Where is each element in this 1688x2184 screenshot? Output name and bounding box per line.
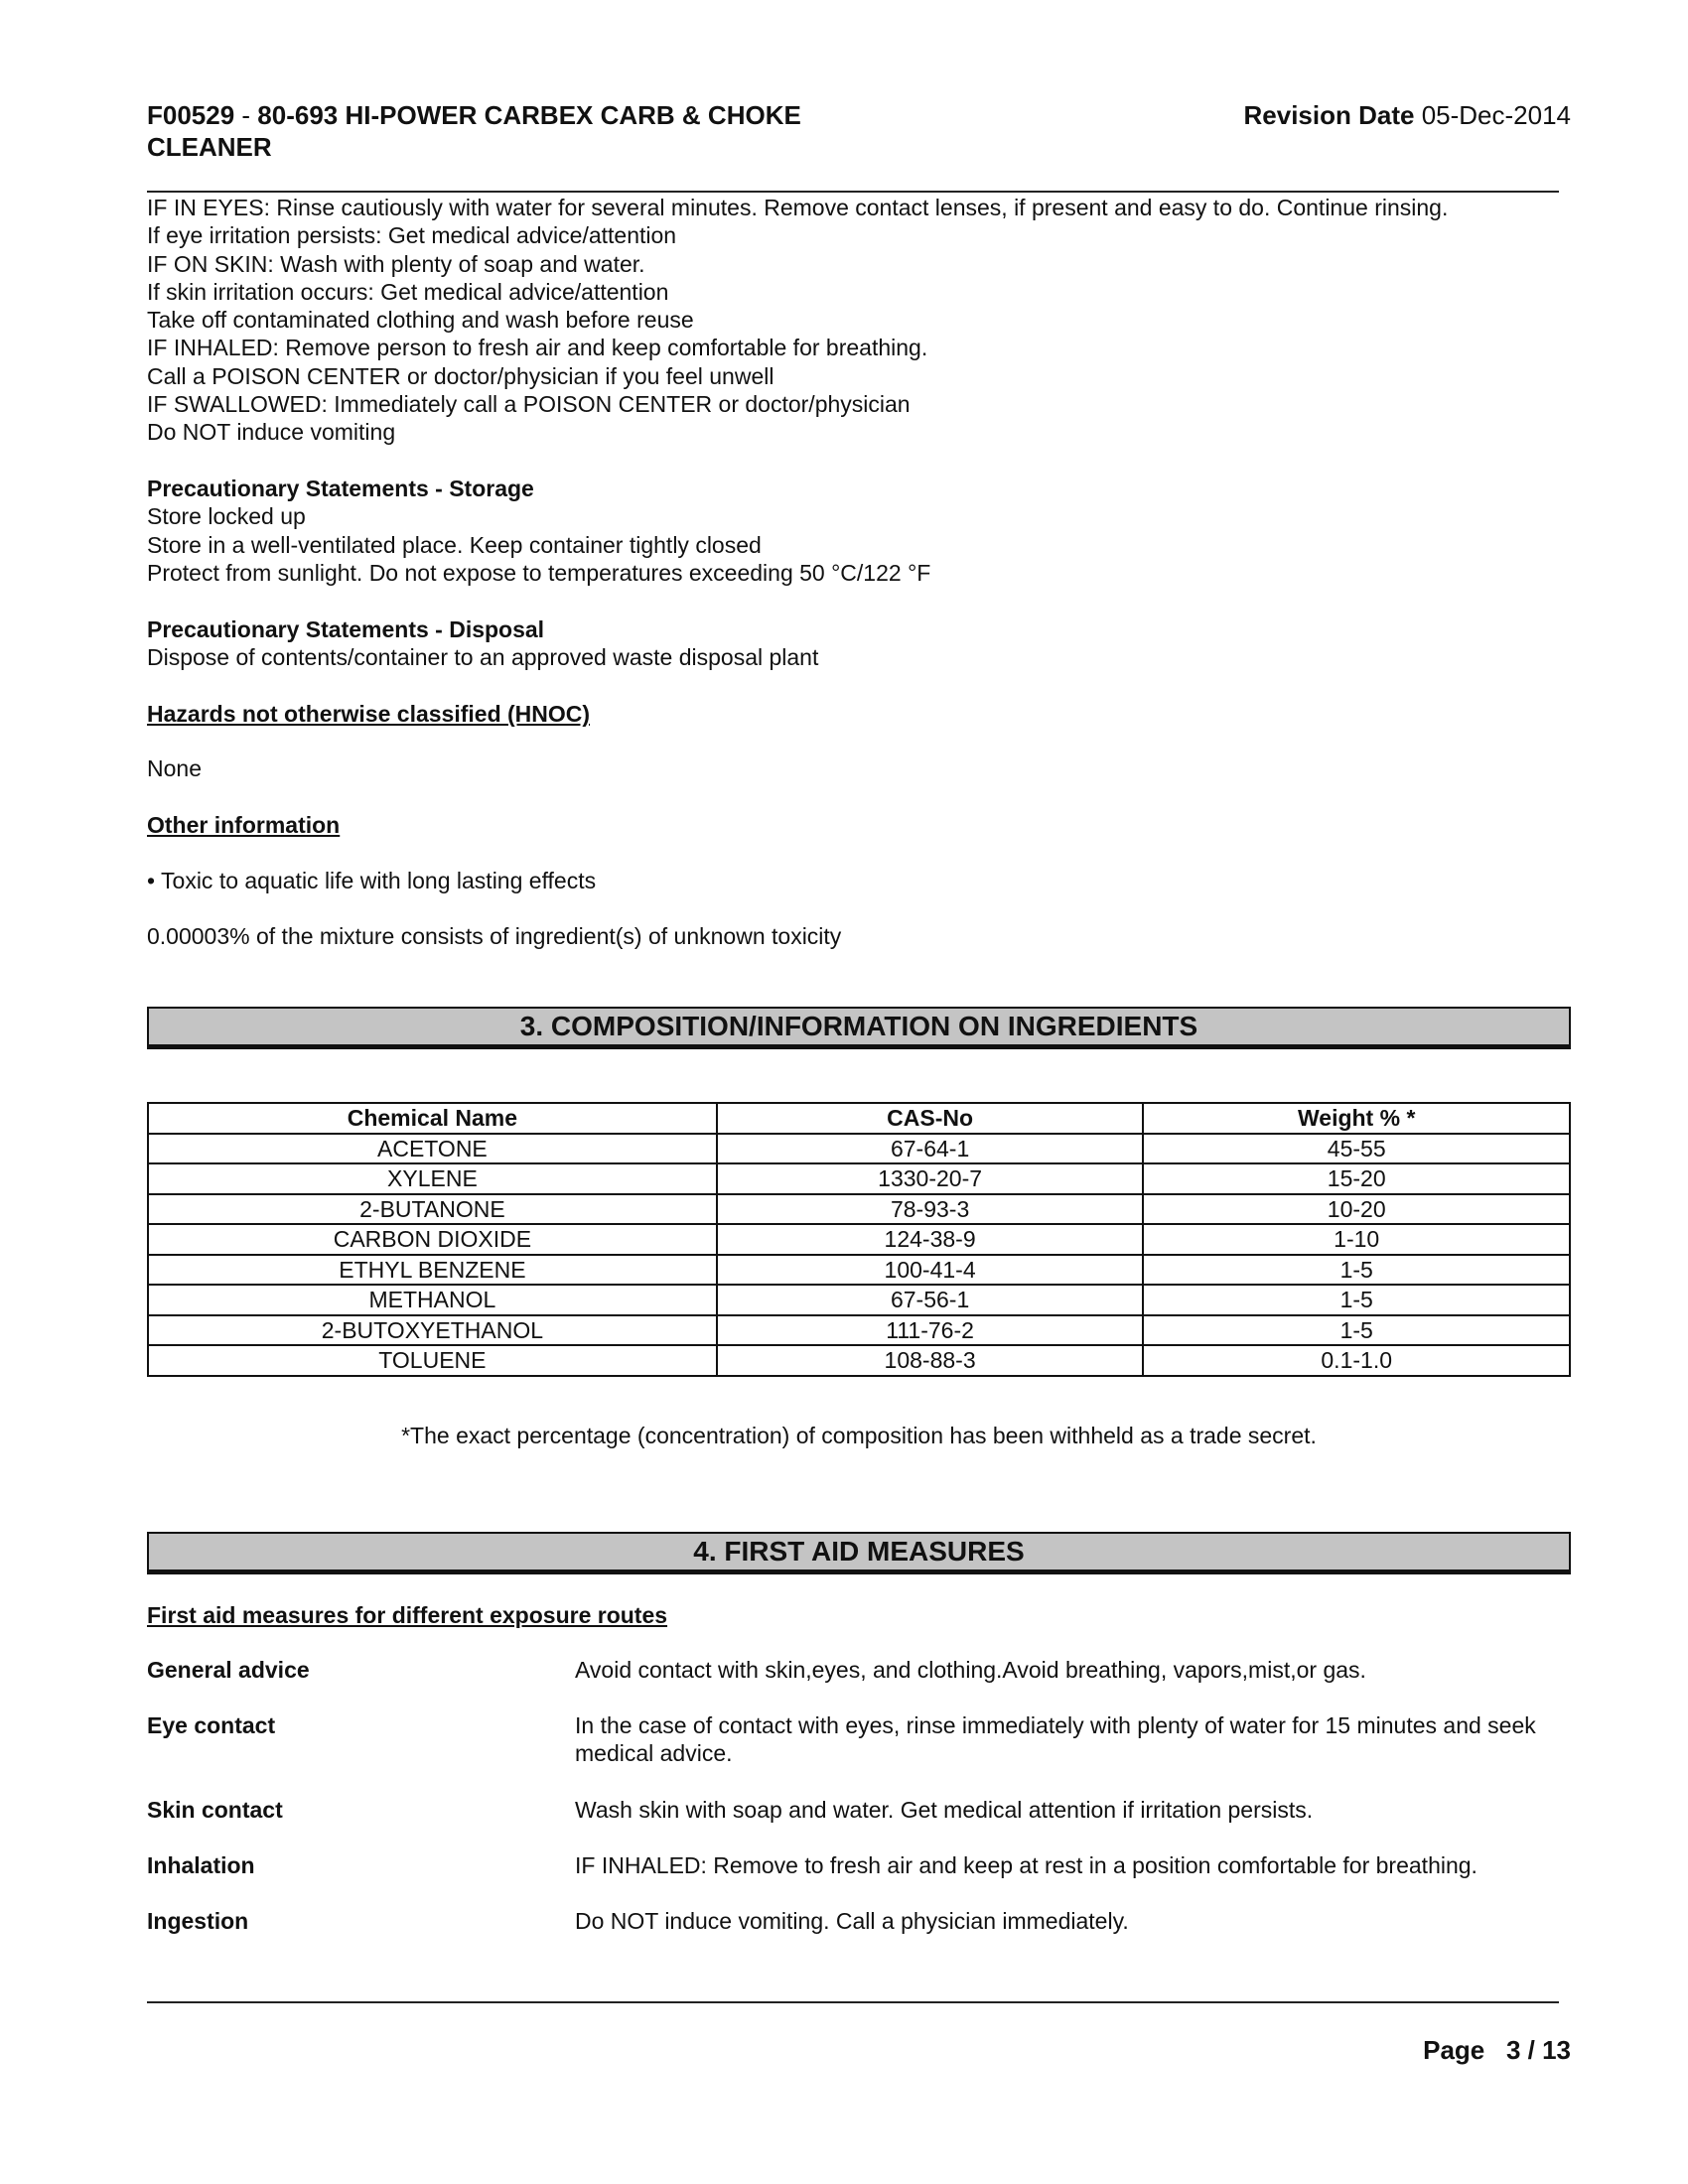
statement-line: IF IN EYES: Rinse cautiously with water for several minutes. Remove contact lenses, if present and easy to do. Continue rinsing.: [147, 195, 1449, 220]
statement-line: Do NOT induce vomiting: [147, 419, 396, 446]
statement-line: Take off contaminated clothing and wash before reuse: [147, 307, 694, 334]
document-title: F00529 - 80-693 HI-POWER CARBEX CARB & CHOKE CLEANER: [147, 100, 801, 162]
ingestion-text: Do NOT induce vomiting. Call a physician immediately.: [575, 1908, 1129, 1934]
statement-line: If eye irritation persists: Get medical advice/attention: [147, 222, 677, 249]
unknown-toxicity-note: 0.00003% of the mixture consists of ingredient(s) of unknown toxicity: [147, 923, 842, 949]
disposal-line: Dispose of contents/container to an approved waste disposal plant: [147, 644, 819, 671]
chemical-name-cell: ETHYL BENZENE: [148, 1255, 717, 1286]
table-row: [148, 1194, 1570, 1225]
storage-heading: Precautionary Statements - Storage: [147, 476, 534, 501]
general-advice-label: General advice: [147, 1657, 310, 1683]
cas-number-cell: 1330-20-7: [717, 1163, 1144, 1194]
ingestion-label: Ingestion: [147, 1908, 249, 1934]
hnoc-text: None: [147, 755, 202, 781]
cas-number-cell: 67-56-1: [717, 1285, 1144, 1315]
table-row: [148, 1345, 1570, 1376]
other-info-bullet: • Toxic to aquatic life with long lasting effects: [147, 868, 597, 893]
weight-percent-cell: 1-5: [1143, 1255, 1570, 1286]
revision-info: [1244, 99, 1572, 131]
cas-number-cell: 78-93-3: [717, 1194, 1144, 1225]
chemical-name-cell: METHANOL: [148, 1285, 717, 1315]
product-title-line2: CLEANER: [147, 132, 272, 162]
table-row: [148, 1224, 1570, 1255]
skin-contact-text: Wash skin with soap and water. Get medical attention if irritation persists.: [575, 1797, 1314, 1823]
chemical-name-cell: XYLENE: [148, 1163, 717, 1194]
cas-number-cell: 100-41-4: [717, 1255, 1144, 1286]
statement-line: If skin irritation occurs: Get medical advice/attention: [147, 278, 669, 305]
statement-line: IF SWALLOWED: Immediately call a POISON CENTER or doctor/physician: [147, 391, 911, 418]
cas-number-cell: 124-38-9: [717, 1224, 1144, 1255]
first-aid-subheading: First aid measures for different exposure routes: [147, 1602, 668, 1628]
column-header: Weight % *: [1143, 1103, 1570, 1134]
disposal-block: [147, 615, 818, 672]
statement-line: IF ON SKIN: Wash with plenty of soap and water.: [147, 250, 645, 277]
page-label: Page: [1423, 2035, 1485, 2065]
hnoc-heading: Hazards not otherwise classified (HNOC): [147, 701, 591, 727]
weight-percent-cell: 45-55: [1143, 1134, 1570, 1164]
table-row: [148, 1163, 1570, 1194]
inhalation-text: IF INHALED: Remove to fresh air and keep at rest in a position comfortable for breathing.: [575, 1852, 1477, 1878]
ingredients-table: [147, 1102, 1571, 1377]
table-row: [148, 1134, 1570, 1164]
column-header: CAS-No: [717, 1103, 1144, 1134]
chemical-name-cell: TOLUENE: [148, 1345, 717, 1376]
weight-percent-cell: 0.1-1.0: [1143, 1345, 1570, 1376]
weight-percent-cell: 10-20: [1143, 1194, 1570, 1225]
chemical-name-cell: ACETONE: [148, 1134, 717, 1164]
trade-secret-footnote: *The exact percentage (concentration) of composition has been withheld as a trade secret.: [401, 1423, 1317, 1448]
section-4-header: 4. FIRST AID MEASURES: [147, 1532, 1571, 1571]
revision-label: Revision Date: [1243, 100, 1415, 130]
eye-contact-label: Eye contact: [147, 1712, 276, 1738]
table-header-row: [148, 1103, 1570, 1134]
weight-percent-cell: 1-5: [1143, 1285, 1570, 1315]
chemical-name-cell: CARBON DIOXIDE: [148, 1224, 717, 1255]
inhalation-label: Inhalation: [147, 1852, 255, 1878]
statement-line: IF INHALED: Remove person to fresh air and keep comfortable for breathing.: [147, 335, 928, 361]
weight-percent-cell: 1-5: [1143, 1315, 1570, 1346]
chemical-name-cell: 2-BUTOXYETHANOL: [148, 1315, 717, 1346]
section-3-header: 3. COMPOSITION/INFORMATION ON INGREDIENTS: [147, 1007, 1571, 1046]
other-info-heading: Other information: [147, 812, 341, 838]
storage-line: Store locked up: [147, 503, 306, 530]
weight-percent-cell: 1-10: [1143, 1224, 1570, 1255]
column-header: Chemical Name: [148, 1103, 717, 1134]
header-rule: [147, 191, 1559, 193]
storage-block: [147, 475, 930, 587]
storage-line: Protect from sunlight. Do not expose to temperatures exceeding 50 °C/122 °F: [147, 559, 931, 586]
revision-date: 05-Dec-2014: [1421, 100, 1571, 130]
skin-contact-label: Skin contact: [147, 1797, 283, 1823]
cas-number-cell: 108-88-3: [717, 1345, 1144, 1376]
weight-percent-cell: 15-20: [1143, 1163, 1570, 1194]
footer-rule: [147, 2001, 1559, 2003]
table-row: [148, 1285, 1570, 1315]
chemical-name-cell: 2-BUTANONE: [148, 1194, 717, 1225]
cas-number-cell: 67-64-1: [717, 1134, 1144, 1164]
table-row: [148, 1315, 1570, 1346]
eye-contact-text: In the case of contact with eyes, rinse immediately with plenty of water for 15 minutes and seek medical advice.: [575, 1712, 1536, 1767]
storage-line: Store in a well-ventilated place. Keep container tightly closed: [147, 531, 762, 558]
product-id: F00529: [147, 100, 235, 130]
general-advice-text: Avoid contact with skin,eyes, and clothing.Avoid breathing, vapors,mist,or gas.: [575, 1657, 1366, 1683]
page-number: [1423, 2035, 1571, 2066]
page-value: 3 / 13: [1505, 2035, 1571, 2065]
product-title-line1: 80-693 HI-POWER CARBEX CARB & CHOKE: [257, 100, 801, 130]
response-statements: [147, 194, 1448, 447]
cas-number-cell: 111-76-2: [717, 1315, 1144, 1346]
statement-line: Call a POISON CENTER or doctor/physician if you feel unwell: [147, 362, 774, 389]
table-row: [148, 1255, 1570, 1286]
disposal-heading: Precautionary Statements - Disposal: [147, 616, 545, 642]
